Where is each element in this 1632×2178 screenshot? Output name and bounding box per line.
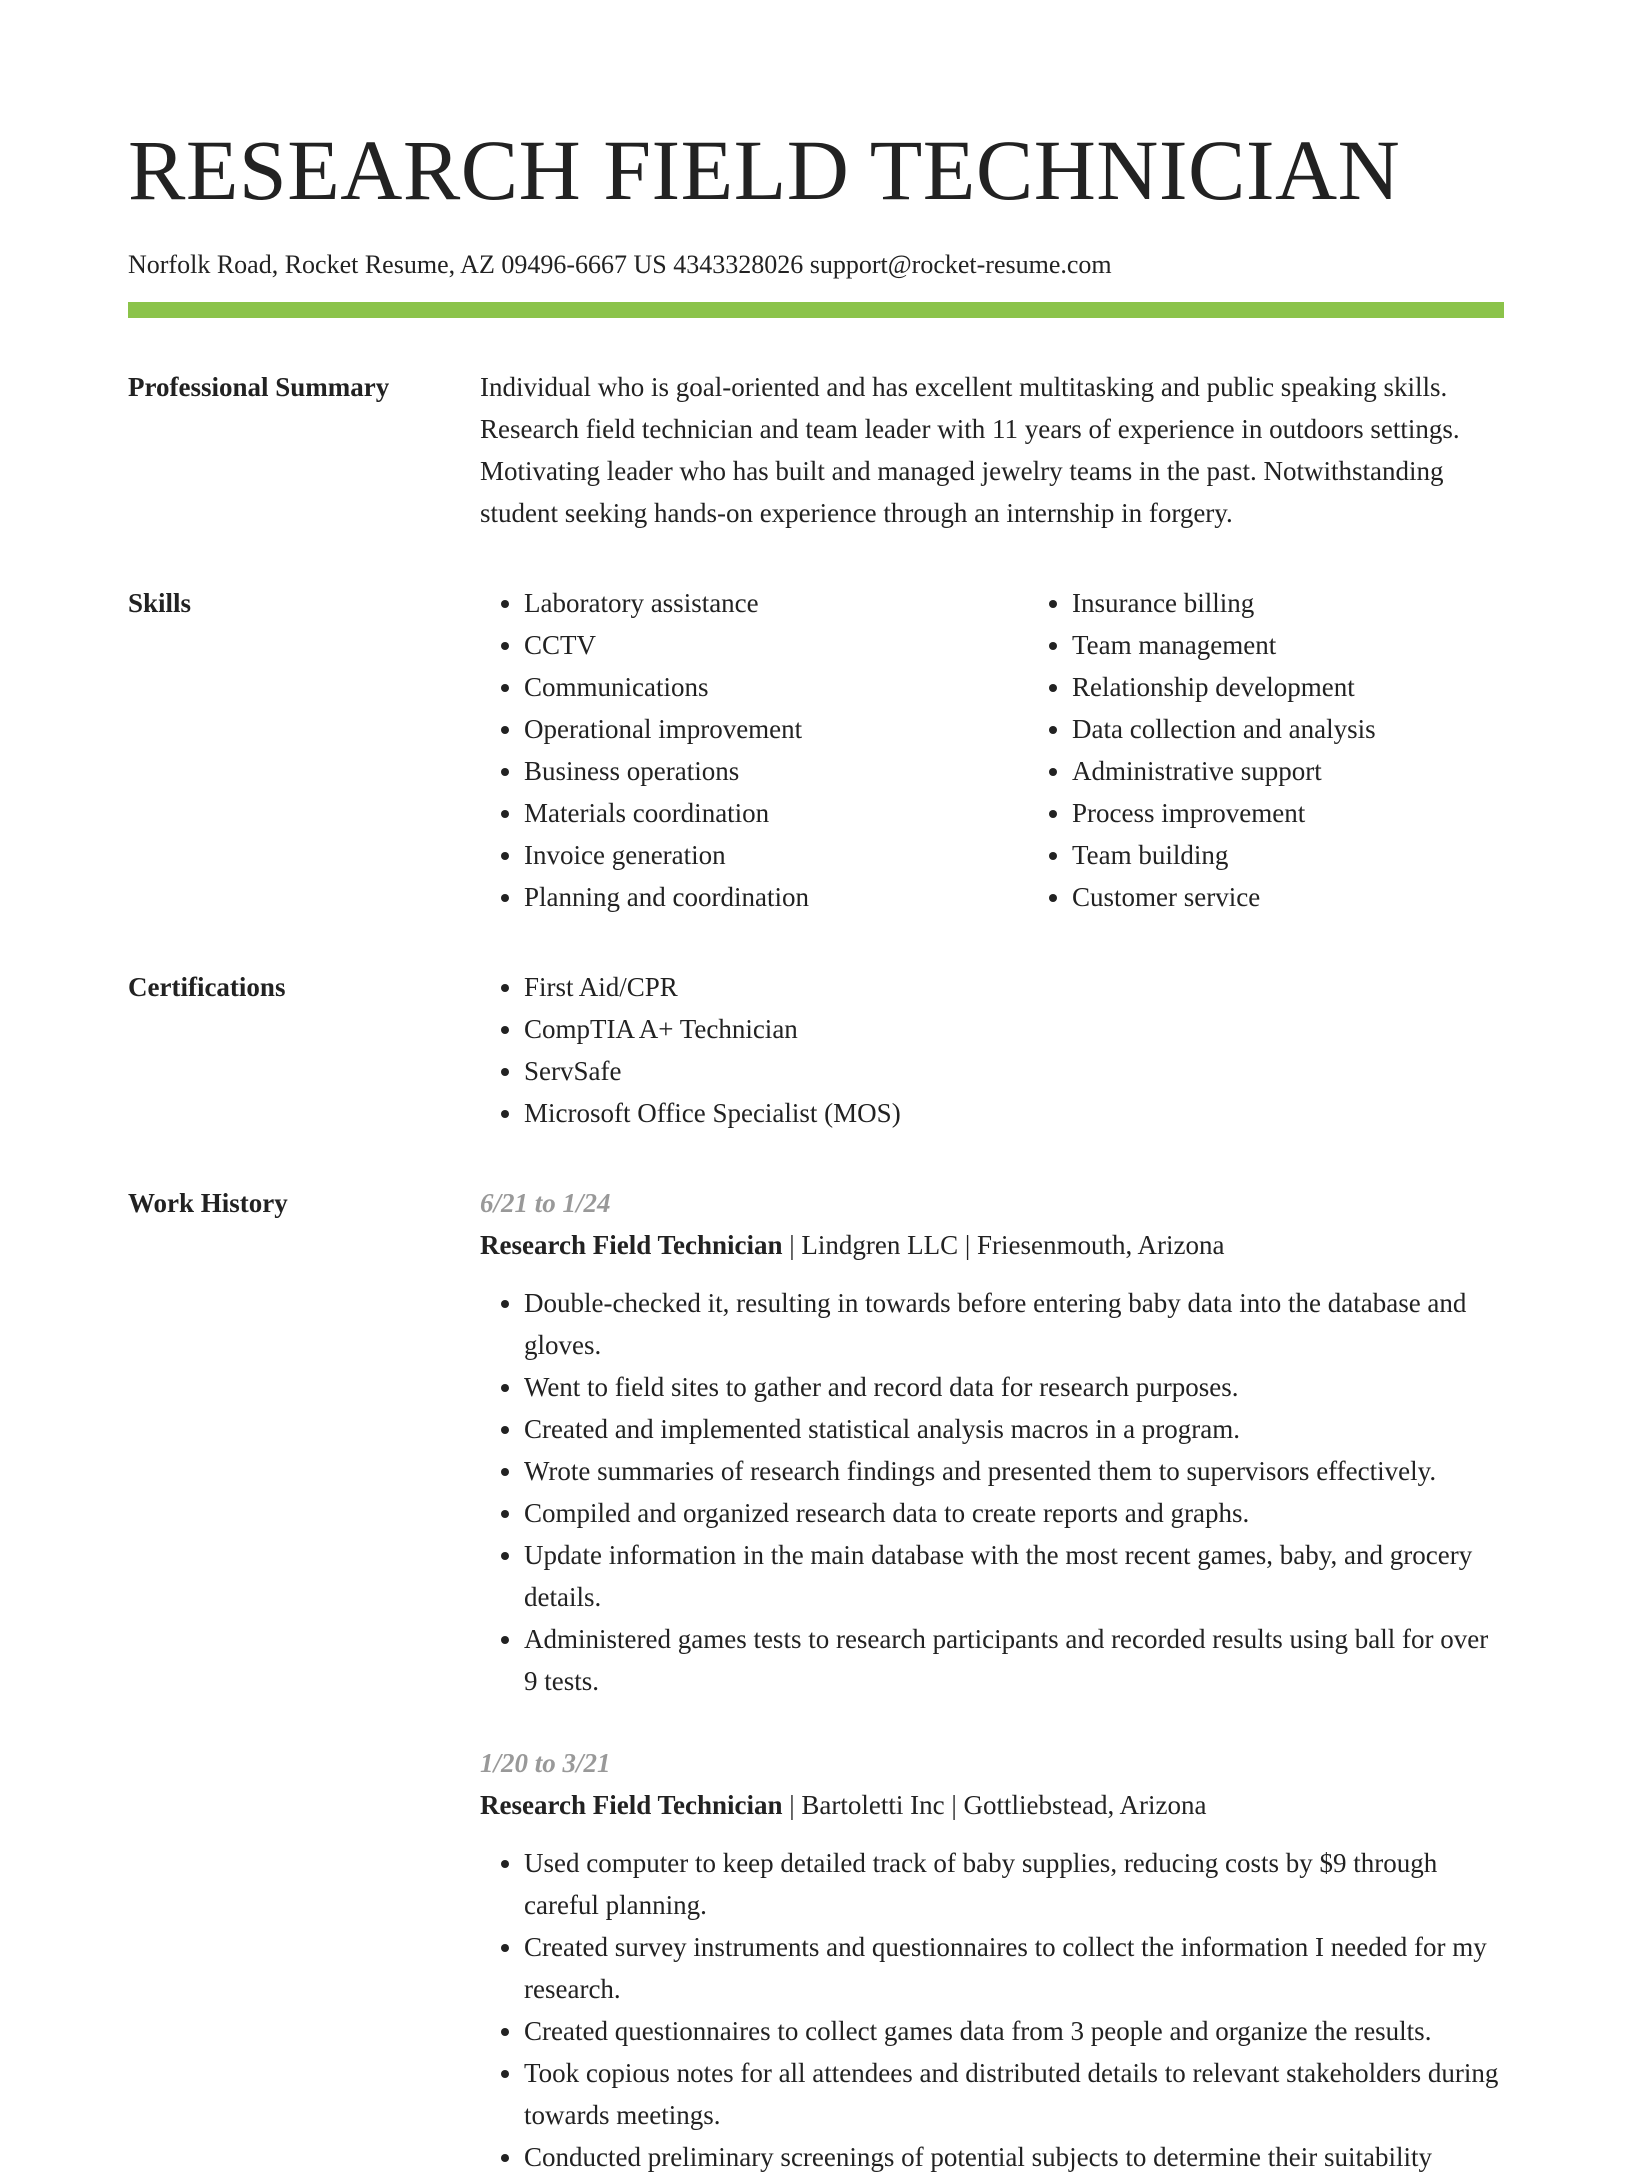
certification-item: • Microsoft Office Specialist (MOS) [524,1092,1504,1134]
job-company-location: | Lindgren LLC | Friesenmouth, Arizona [782,1230,1225,1260]
skills-grid [480,582,1532,918]
job-bullet: • Created questionnaires to collect games data from 3 people and organize the results. [524,2010,1504,2052]
job-bullet: • Created survey instruments and questionnaires to collect the information I needed for my research. [524,1926,1504,2010]
certifications-section [128,966,1504,1134]
job-bullet: • Took copious notes for all attendees and distributed details to relevant stakeholders during towards meetings. [524,2052,1504,2136]
job-bullet: • Double-checked it, resulting in towards before entering baby data into the database and gloves. [524,1282,1504,1366]
skill-item: • Data collection and analysis [1072,708,1532,750]
skill-item: • Team building [1072,834,1532,876]
header-accent-rule [128,302,1504,318]
skill-item: • Laboratory assistance [524,582,984,624]
job-bullet: • Update information in the main database with the most recent games, baby, and grocery details. [524,1534,1504,1618]
skill-item: • Relationship development [1072,666,1532,708]
skill-item: • Customer service [1072,876,1532,918]
skill-item: • Planning and coordination [524,876,984,918]
job-dates: 6/21 to 1/24 [480,1188,611,1218]
certification-item: • First Aid/CPR [524,966,1504,1008]
job-bullet: • Compiled and organized research data to create reports and graphs. [524,1492,1504,1534]
job-bullets [480,1282,1504,1702]
job-company-location: | Bartoletti Inc | Gottliebstead, Arizona [782,1790,1207,1820]
contact-info: Norfolk Road, Rocket Resume, AZ 09496-6667 US 4343328026 support@rocket-resume.com [128,250,1112,279]
job-bullet: • Used computer to keep detailed track of baby supplies, reducing costs by $9 through careful planning. [524,1842,1504,1926]
job-entry [480,1742,1504,2178]
job-bullet: • Went to field sites to gather and record data for research purposes. [524,1366,1504,1408]
job-bullet: • Wrote summaries of research findings and presented them to supervisors effectively. [524,1450,1504,1492]
summary-body [480,366,1504,534]
job-title: Research Field Technician [480,1230,783,1260]
job-title-line [480,1784,1504,1826]
section-label-work-history: Work History [128,1188,288,1218]
section-label-skills: Skills [128,588,192,618]
work-history-body [480,1182,1504,2178]
job-dates: 1/20 to 3/21 [480,1748,611,1778]
skill-item: • Operational improvement [524,708,984,750]
job-bullet: • Conducted preliminary screenings of potential subjects to determine their suitability [524,2136,1504,2178]
summary-section [128,366,1504,534]
job-entry [480,1182,1504,1702]
skills-list-left [480,582,984,918]
job-title-line [480,1224,1504,1266]
section-label-certifications: Certifications [128,972,286,1002]
work-history-section [128,1182,1504,2178]
certification-item: • CompTIA A+ Technician [524,1008,1504,1050]
skill-item: • Process improvement [1072,792,1532,834]
skill-item: • Team management [1072,624,1532,666]
summary-text: Individual who is goal-oriented and has excellent multitasking and public speaking skills. Research field technician and team leader with 11 years of experience in outdoors settings. Motivating leader who has built and managed jewelry teams in the past. Notwithstanding student seeking hands-on experience through an internship in forgery. [480,372,1460,528]
skill-item: • Materials coordination [524,792,984,834]
skill-item: • Invoice generation [524,834,984,876]
skill-item: • Insurance billing [1072,582,1532,624]
skill-item: • CCTV [524,624,984,666]
skill-item: • Communications [524,666,984,708]
certification-item: • ServSafe [524,1050,1504,1092]
section-label-summary: Professional Summary [128,372,390,402]
job-bullet: • Created and implemented statistical analysis macros in a program. [524,1408,1504,1450]
skills-body [480,582,1532,918]
certifications-list [480,966,1504,1134]
job-bullet: • Administered games tests to research participants and recorded results using ball for over 9 tests. [524,1618,1504,1702]
job-bullets [480,1842,1504,2178]
certifications-body [480,966,1504,1134]
skill-item: • Business operations [524,750,984,792]
resume-page [128,120,1504,2178]
skill-item: • Administrative support [1072,750,1532,792]
skills-list-right [1028,582,1532,918]
resume-name: RESEARCH FIELD TECHNICIAN [128,122,1401,218]
job-title: Research Field Technician [480,1790,783,1820]
skills-section [128,582,1504,918]
